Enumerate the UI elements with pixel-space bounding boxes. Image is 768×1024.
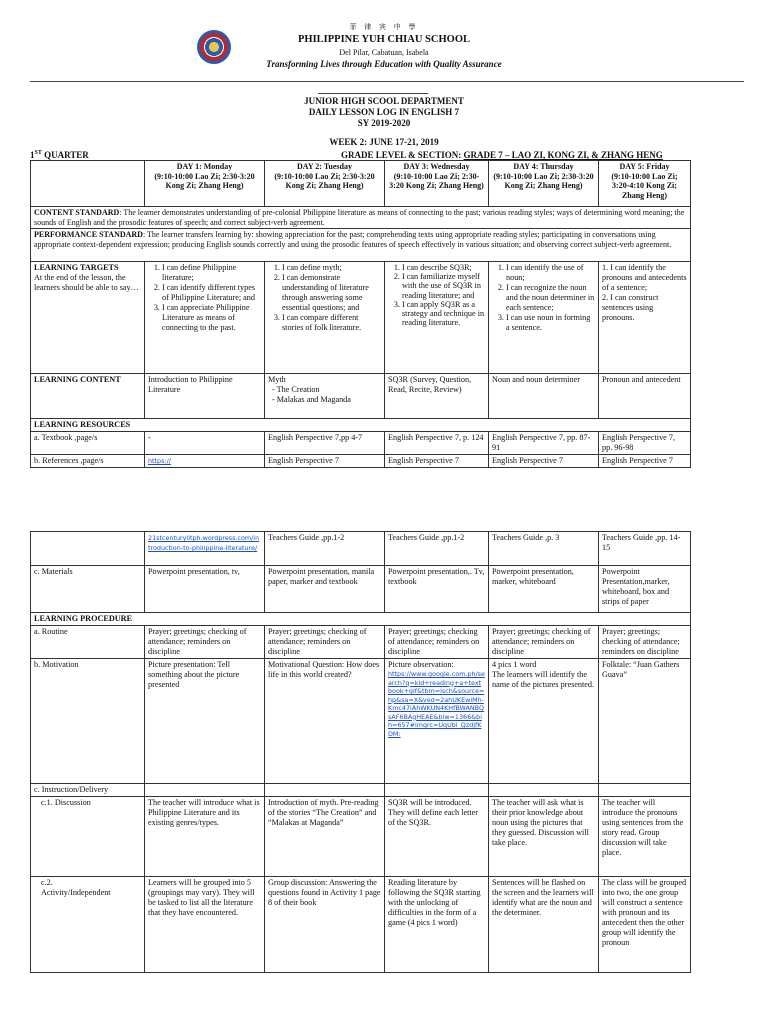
references-day3: English Perspective 7 <box>385 455 489 468</box>
department-name: JUNIOR HIGH SCOOL DEPARTMENT <box>304 96 464 106</box>
textbook-day4: English Perspective 7, pp. 87-91 <box>489 432 599 455</box>
routine-day1: Prayer; greetings; checking of attendance; reminders on discipline <box>145 626 265 659</box>
materials-day4: Powerpoint presentation, marker, whiteboard <box>489 566 599 613</box>
learning-targets-day1: 1. I can define Philippine literature; 2. I can identify different types of Philippine Literature; and 3. I can appreciate Philippine Literature as means of connecting to the past. <box>145 262 265 374</box>
quarter-label: 1ST QUARTER <box>30 150 89 160</box>
motivation-day2: Motivational Question: How does life in this world created? <box>265 659 385 784</box>
routine-label: a. Routine <box>31 626 145 659</box>
references-cont-day3: Teachers Guide ,pp.1-2 <box>385 532 489 566</box>
learning-targets-day5: 1. I can identify the pronouns and antecedents of a sentence; 2. I can construct sentences using pronouns. <box>599 262 691 374</box>
references-day1 <box>145 455 265 468</box>
references-cont-day5: Teachers Guide ,pp. 14-15 <box>599 532 691 566</box>
school-year: SY 2019-2020 <box>357 118 411 128</box>
references-label: b. References ,page/s <box>31 455 145 468</box>
references-cont-day1 <box>145 532 265 566</box>
textbook-label: a. Textbook ,page/s <box>31 432 145 455</box>
learning-resources-label: LEARNING RESOURCES <box>31 419 691 432</box>
performance-standard: PERFORMANCE STANDARD: The learner transfers learning by: showing appreciation for the past; comprehending texts using appropriate reading styles; participating in conversations using appropriate context-dependent expression; producing English sounds correctly and using the prosodic features of speech effectively in various situation; and observing correct subject-verb agreement. <box>31 229 691 262</box>
materials-day2: Powerpoint presentation, manila paper, marker and textbook <box>265 566 385 613</box>
learning-content-day2: Myth - The Creation - Malakas and Maganda <box>265 374 385 419</box>
document-header <box>0 22 768 69</box>
references-cont-day4: Teachers Guide ,p. 3 <box>489 532 599 566</box>
motivation-day5: Folktale: “Juan Gathers Guava” <box>599 659 691 784</box>
week-label: WEEK 2: JUNE 17-21, 2019 <box>329 137 439 147</box>
routine-day2: Prayer; greetings; checking of attendance; reminders on discipline <box>265 626 385 659</box>
instruction-label: c. Instruction/Delivery <box>31 784 145 797</box>
day-header-3: DAY 3: Wednesday (9:10-10:00 Lao Zi; 2:30-3:20 Kong Zi; Zhang Heng) <box>385 161 489 207</box>
learning-content-label: LEARNING CONTENT <box>31 374 145 419</box>
day-header-5: DAY 5: Friday (9:10-10:00 Lao Zi; 3:20-4:10 Kong Zi; Zhang Heng) <box>599 161 691 207</box>
references-cont-label <box>31 532 145 566</box>
references-day4: English Perspective 7 <box>489 455 599 468</box>
school-address: Del Pilar, Cabatuan, Isabela <box>339 48 429 57</box>
day-header-2: DAY 2: Tuesday (9:10-10:00 Lao Zi; 2:30-3:20 Kong Zi; Zhang Heng) <box>265 161 385 207</box>
motivation-day4: 4 pics 1 word The learners will identify the name of the pictures presented. <box>489 659 599 784</box>
school-name: PHILIPPINE YUH CHIAU SCHOOL <box>297 34 470 45</box>
activity-day1: Learners will be grouped into 5 (groupings may vary). They will be tasked to list all the literature that they have encountered. <box>145 877 265 973</box>
discussion-day3: SQ3R will be introduced. They will define each letter of the SQ3R. <box>385 797 489 877</box>
short-divider <box>318 93 428 94</box>
textbook-day5: English Perspective 7, pp. 96-98 <box>599 432 691 455</box>
learning-content-day4: Noun and noun determiner <box>489 374 599 419</box>
textbook-day2: English Perspective 7,pp 4-7 <box>265 432 385 455</box>
header-divider <box>30 81 744 82</box>
department-block <box>0 96 768 129</box>
references-day5: English Perspective 7 <box>599 455 691 468</box>
learning-content-day5: Pronoun and antecedent <box>599 374 691 419</box>
materials-day3: Powerpoint presentation,. Tv, textbook <box>385 566 489 613</box>
activity-day2: Group discussion: Answering the questions found in Activity 1 page 8 of their book <box>265 877 385 973</box>
activity-label: c.2. Activity/Independent <box>31 877 145 973</box>
routine-day3: Prayer; greetings; checking of attendance; reminders on discipline <box>385 626 489 659</box>
activity-day5: The class will be grouped into two, the one group will construct a sentence with pronoun and its antecedent then the other group will identify the pronoun <box>599 877 691 973</box>
learning-content-day1: Introduction to Philippine Literature <box>145 374 265 419</box>
learning-targets-label: LEARNING TARGETS At the end of the lesson, the learners should be able to say… <box>31 262 145 374</box>
learning-targets-day2: 1. I can define myth; 2. I can demonstrate understanding of literature through answering some essential questions; and 3. I can compare different stories of folk literature. <box>265 262 385 374</box>
discussion-label: c.1. Discussion <box>31 797 145 877</box>
literature-website-link[interactable]: 21stcenturylitph.wordpress.com/introduction-to-philippine-literature/ <box>148 534 260 552</box>
day-header-1: DAY 1: Monday (9:10-10:00 Lao Zi; 2:30-3:20 Kong Zi; Zhang Heng) <box>145 161 265 207</box>
google-image-link[interactable]: https://www.google.com.ph/search?q=kid+reading+a+textbook+gif&tbm=isch&source=hp&sa=X&ved=2ahUKEwiMh-Kmc47iAhWKUN4KHfBWANBQsAF6BAgHEAE&biw=1366&bih=657#imgrc=UqUbl_QzdjfKDM: <box>388 670 485 738</box>
materials-label: c. Materials <box>31 566 145 613</box>
routine-day5: Prayer; greetings; checking of attendance; reminders on discipline <box>599 626 691 659</box>
lesson-log-table-page1 <box>30 160 691 468</box>
activity-day3: Reading literature by following the SQ3R starting with the unlocking of difficulties in the form of a game (4 pics 1 word) <box>385 877 489 973</box>
motivation-day3: Picture observation: https://www.google.com.ph/search?q=kid+reading+a+textbook+gif&tbm=isch&source=hp&sa=X&ved=2ahUKEwiMh-Kmc47iAhWKUN4KHfBWANBQsAF6BAgHEAE&biw=1366&bih=657#imgrc=UqUbl_QzdjfKDM: <box>385 659 489 784</box>
materials-day5: Powerpoint Presentation,marker, whiteboard, box and strips of paper <box>599 566 691 613</box>
motivation-label: b. Motivation <box>31 659 145 784</box>
learning-content-day3: SQ3R (Survey, Question, Read, Recite, Review) <box>385 374 489 419</box>
learning-targets-day4: 1. I can identify the use of noun; 2. I can recognize the noun and the noun determiner in each sentence; 3. I can use noun in forming a sentence. <box>489 262 599 374</box>
discussion-day2: Introduction of myth. Pre-reading of the stories “The Creation” and “Malakas at Maganda” <box>265 797 385 877</box>
textbook-day1: - <box>145 432 265 455</box>
content-standard: CONTENT STANDARD: The learner demonstrates understanding of pre-colonial Philippine literature as means of connecting to the past; various reading styles; ways of determining word meaning; the sounds of English and the prosodic features of speech; and correct subject-verb agreement. <box>31 207 691 229</box>
discussion-day5: The teacher will introduce the pronouns using sentences from the story read. Group discussion will take place. <box>599 797 691 877</box>
corner-cell <box>31 161 145 207</box>
grade-section-label: GRADE LEVEL & SECTION: GRADE 7 – LAO ZI, KONG ZI, & ZHANG HENG <box>341 150 663 160</box>
references-cont-day2: Teachers Guide ,pp.1-2 <box>265 532 385 566</box>
log-title: DAILY LESSON LOG IN ENGLISH 7 <box>308 107 460 117</box>
routine-day4: Prayer; greetings; checking of attendance; reminders on discipline <box>489 626 599 659</box>
materials-day1: Powerpoint presentation, tv, <box>145 566 265 613</box>
discussion-day1: The teacher will introduce what is Philippine Literature and its existing genres/types. <box>145 797 265 877</box>
lesson-log-table-page2 <box>30 531 691 973</box>
activity-day4: Sentences will be flashed on the screen and the learners will identify what are the noun and the determiner. <box>489 877 599 973</box>
learning-targets-day3: 1. I can describe SQ3R; 2. I can familiarize myself with the use of SQ3R in reading literature; and 3. I can apply SQ3R as a strategy and technique in reading literature. <box>385 262 489 374</box>
learning-procedure-label: LEARNING PROCEDURE <box>31 613 691 626</box>
day-header-4: DAY 4: Thursday (9:10-10:00 Lao Zi; 2:30-3:20 Kong Zi; Zhang Heng) <box>489 161 599 207</box>
references-link[interactable]: https:// <box>148 457 171 465</box>
school-motto: Transforming Lives through Education with Quality Assurance <box>266 59 502 69</box>
references-day2: English Perspective 7 <box>265 455 385 468</box>
discussion-day4: The teacher will ask what is their prior knowledge about noun using the pictures that they guessed. Discussion will take place. <box>489 797 599 877</box>
textbook-day3: English Perspective 7, p. 124 <box>385 432 489 455</box>
motivation-day1: Picture presentation: Tell something about the picture presented <box>145 659 265 784</box>
school-chinese-name: 菲 律 宾 中 學 <box>349 23 419 31</box>
